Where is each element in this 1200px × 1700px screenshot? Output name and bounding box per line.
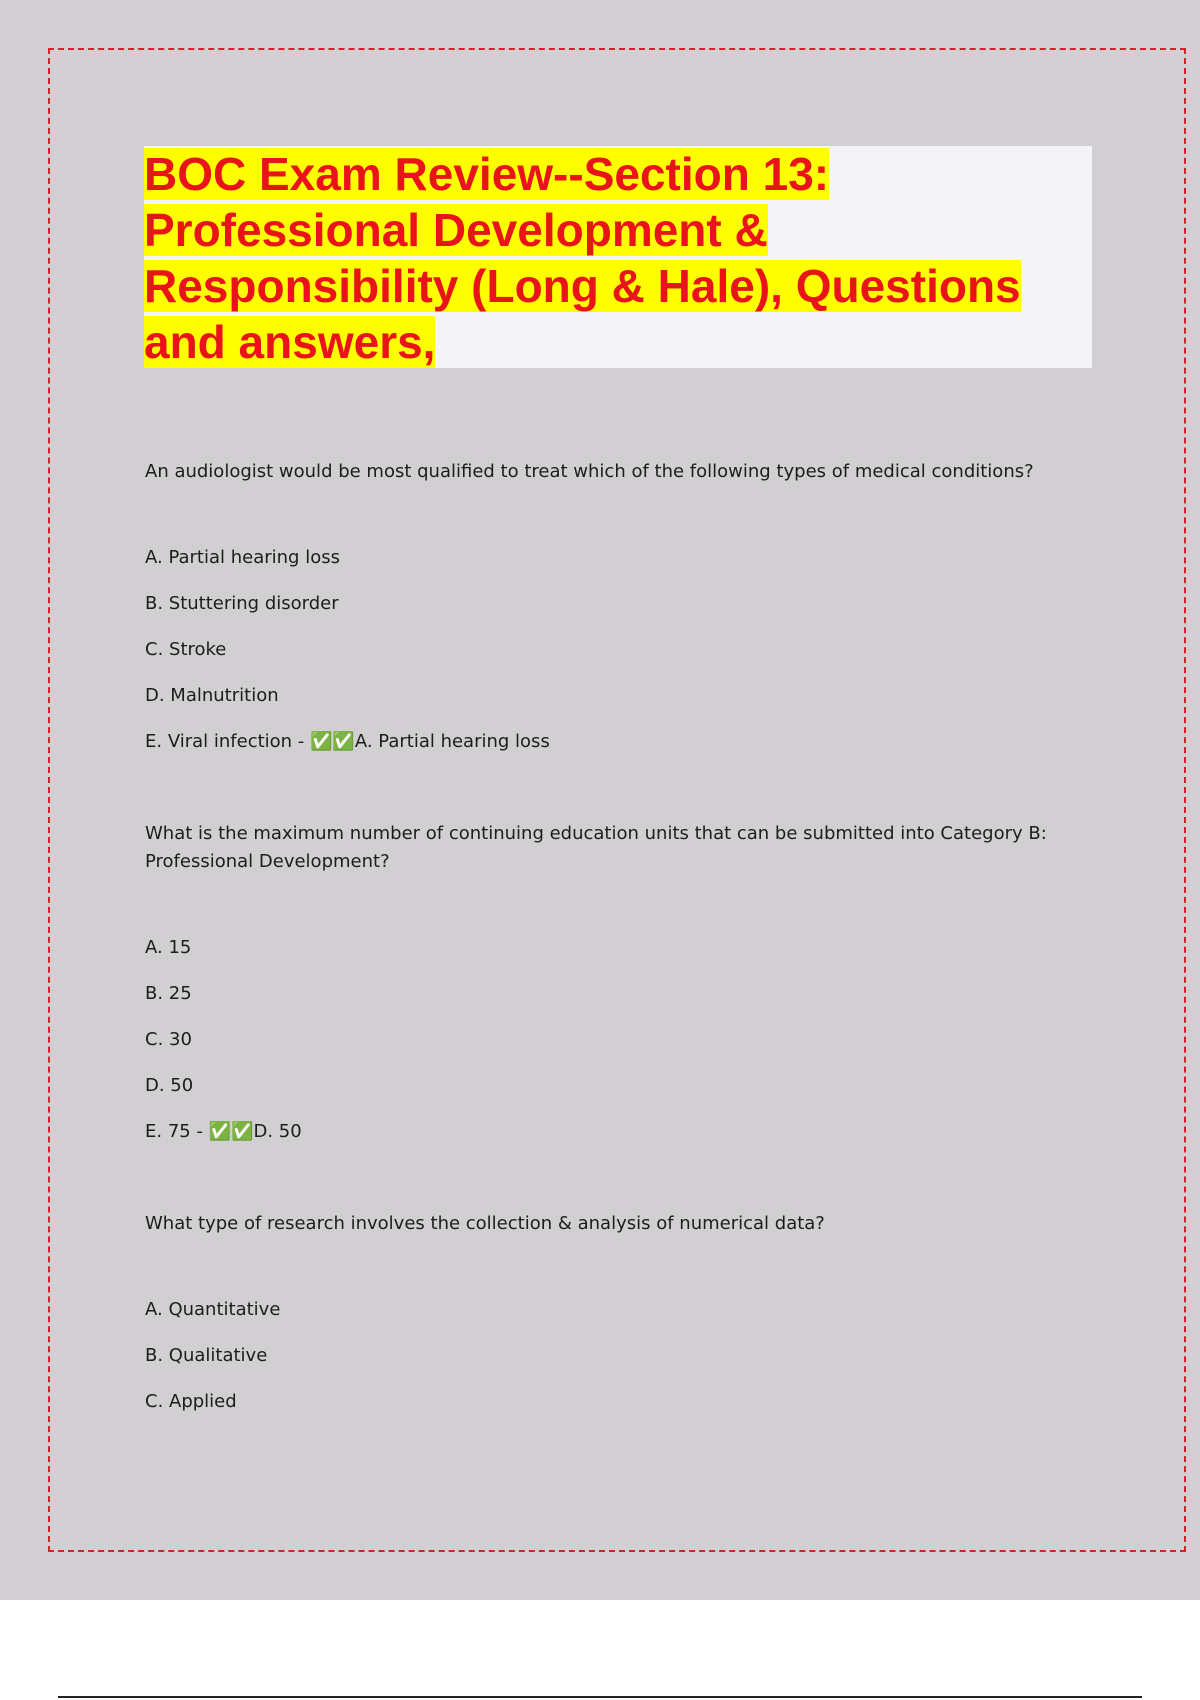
options-list [145,1296,1065,1434]
option-item: A. 15 [145,937,192,958]
options-list [145,544,1065,774]
option-item-with-answer: E. 75 - ✅✅D. 50 [145,1121,302,1142]
option-item: B. Stuttering disorder [145,593,339,614]
option-item: C. Applied [145,1391,237,1412]
option-item: A. Quantitative [145,1299,281,1320]
questions-list [145,458,1065,1480]
option-item: D. Malnutrition [145,685,279,706]
option-item-with-answer: E. Viral infection - ✅✅A. Partial hearing loss [145,731,550,752]
footer-divider [58,1696,1142,1698]
option-item: B. Qualitative [145,1345,268,1366]
option-item: C. 30 [145,1029,192,1050]
option-item: B. 25 [145,983,192,1004]
title-highlight: BOC Exam Review--Section 13: Professional Development & Responsibility (Long & Hale), Questions and answers, [144,148,1021,368]
document-title [144,146,1092,370]
question-text: What type of research involves the collection & analysis of numerical data? [145,1213,825,1234]
question-block-3 [145,1210,1065,1434]
option-item: A. Partial hearing loss [145,547,340,568]
options-list [145,934,1065,1164]
question-text: What is the maximum number of continuing education units that can be submitted into Category B: Professional Development? [145,823,1047,872]
question-block-2 [145,820,1065,1164]
question-block-1 [145,458,1065,774]
question-text: An audiologist would be most qualified to treat which of the following types of medical conditions? [145,461,1034,482]
option-item: C. Stroke [145,639,227,660]
option-item: D. 50 [145,1075,194,1096]
